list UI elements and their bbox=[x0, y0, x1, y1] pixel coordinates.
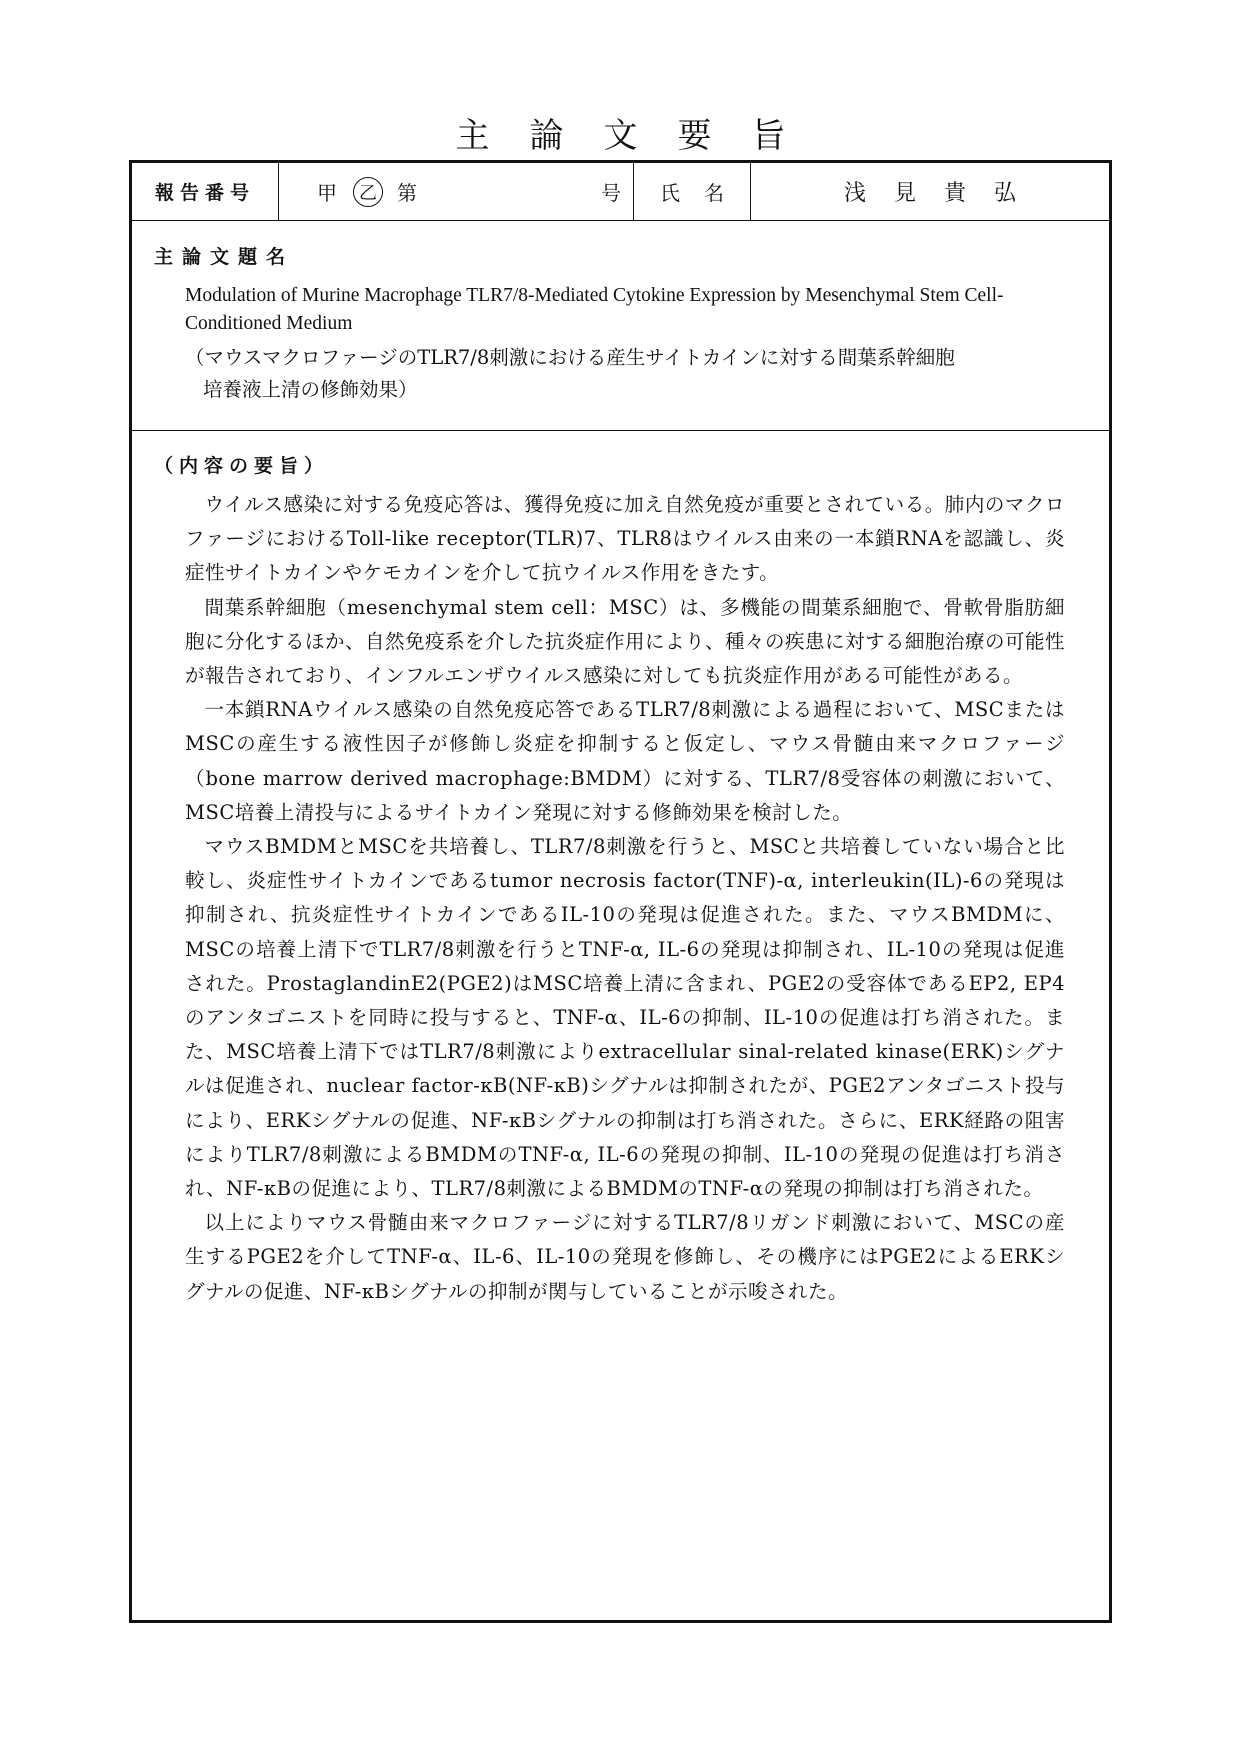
gou-mark: 号 bbox=[601, 181, 621, 205]
header-row bbox=[132, 163, 1109, 221]
content-summary-body bbox=[185, 488, 1065, 1309]
document-title: 主論文要旨 bbox=[455, 116, 826, 156]
otsu-circled-mark: 乙 bbox=[353, 177, 383, 207]
content-summary-label: （内容の要旨） bbox=[154, 455, 330, 477]
summary-form bbox=[129, 160, 1112, 1623]
name-label: 氏名 bbox=[634, 163, 751, 220]
paragraph-1: ウイルス感染に対する免疫応答は、獲得免疫に加え自然免疫が重要とされている。肺内のマクロファージにおけるToll-like receptor(TLR)7、TLR8はウイルス由来の一本鎖RNAを認識し、炎症性サイトカインやケモカインを介して抗ウイルス作用をきたす。 bbox=[185, 493, 1065, 585]
kou-mark: 甲 bbox=[317, 181, 337, 205]
report-number-field bbox=[279, 163, 634, 220]
name-value: 浅見貴弘 bbox=[843, 181, 1044, 206]
thesis-title-japanese-line2: 培養液上清の修飾効果） bbox=[203, 378, 418, 401]
thesis-title-section bbox=[132, 220, 1109, 431]
dai-mark: 第 bbox=[397, 181, 417, 205]
thesis-title-label: 主論文題名 bbox=[154, 246, 295, 268]
thesis-title-english: Modulation of Murine Macrophage TLR7/8-Mediated Cytokine Expression by Mesenchymal Stem Cell-Conditioned Medium bbox=[185, 285, 1004, 334]
thesis-title-japanese-line1: （マウスマクロファージのTLR7/8刺激における産生サイトカインに対する間葉系幹細胞 bbox=[185, 346, 955, 369]
paragraph-5: 以上によりマウス骨髄由来マクロファージに対するTLR7/8リガンド刺激において、MSCの産生するPGE2を介してTNF-α、IL-6、IL-10の発現を修飾し、その機序にはPGE2によるERKシグナルの促進、NF-κBシグナルの抑制が関与していることが示唆された。 bbox=[185, 1211, 1065, 1303]
paragraph-2: 間葉系幹細胞（mesenchymal stem cell：MSC）は、多機能の間葉系細胞で、骨軟骨脂肪細胞に分化するほか、自然免疫系を介した抗炎症作用により、種々の疾患に対する細胞治療の可能性が報告されており、インフルエンザウイルス感染に対しても抗炎症作用がある可能性がある。 bbox=[185, 595, 1066, 688]
paragraph-4: マウスBMDMとMSCを共培養し、TLR7/8刺激を行うと、MSCと共培養していない場合と比較し、炎症性サイトカインであるtumor necrosis factor(TNF)-α, interleukin(IL)-6の発現は抑制され、抗炎症性サイトカインであるIL-10の発現は促進された。また、マウスBMDMに、MSCの培養上清下でTLR7/8刺激を行うとTNF-α, IL-6の発現は抑制され、IL-10の発現は促進された。ProstaglandinE2(PGE2)はMSC培養上清に含まれ、PGE2の受容体であるEP2, EP4のアンタゴニストを同時に投与すると、TNF-α、IL-6の抑制、IL-10の促進は打ち消された。また、MSC培養上清下ではTLR7/8刺激によりextracellular sinal-related kinase(ERK)シグナルは促進され、nuclear factor-κB(NF-κB)シグナルは抑制されたが、PGE2アンタゴニスト投与により、ERKシグナルの促進、NF-κBシグナルの抑制は打ち消された。さらに、ERK経路の阻害によりTLR7/8刺激によるBMDMのTNF-α, IL-6の発現の抑制、IL-10の発現の促進は打ち消され、NF-κBの促進により、TLR7/8刺激によるBMDMのTNF-αの発現の抑制は打ち消された。 bbox=[185, 835, 1066, 1201]
report-number-label: 報告番号 bbox=[132, 163, 279, 220]
paragraph-3: 一本鎖RNAウイルス感染の自然免疫応答であるTLR7/8刺激による過程において、MSCまたはMSCの産生する液性因子が修飾し炎症を抑制すると仮定し、マウス骨髄由来マクロファージ（bone marrow derived macrophage:BMDM）に対する、TLR7/8受容体の刺激において、MSC培養上清投与によるサイトカイン発現に対する修飾効果を検討した。 bbox=[185, 698, 1065, 824]
thesis-title-japanese bbox=[185, 342, 1065, 406]
